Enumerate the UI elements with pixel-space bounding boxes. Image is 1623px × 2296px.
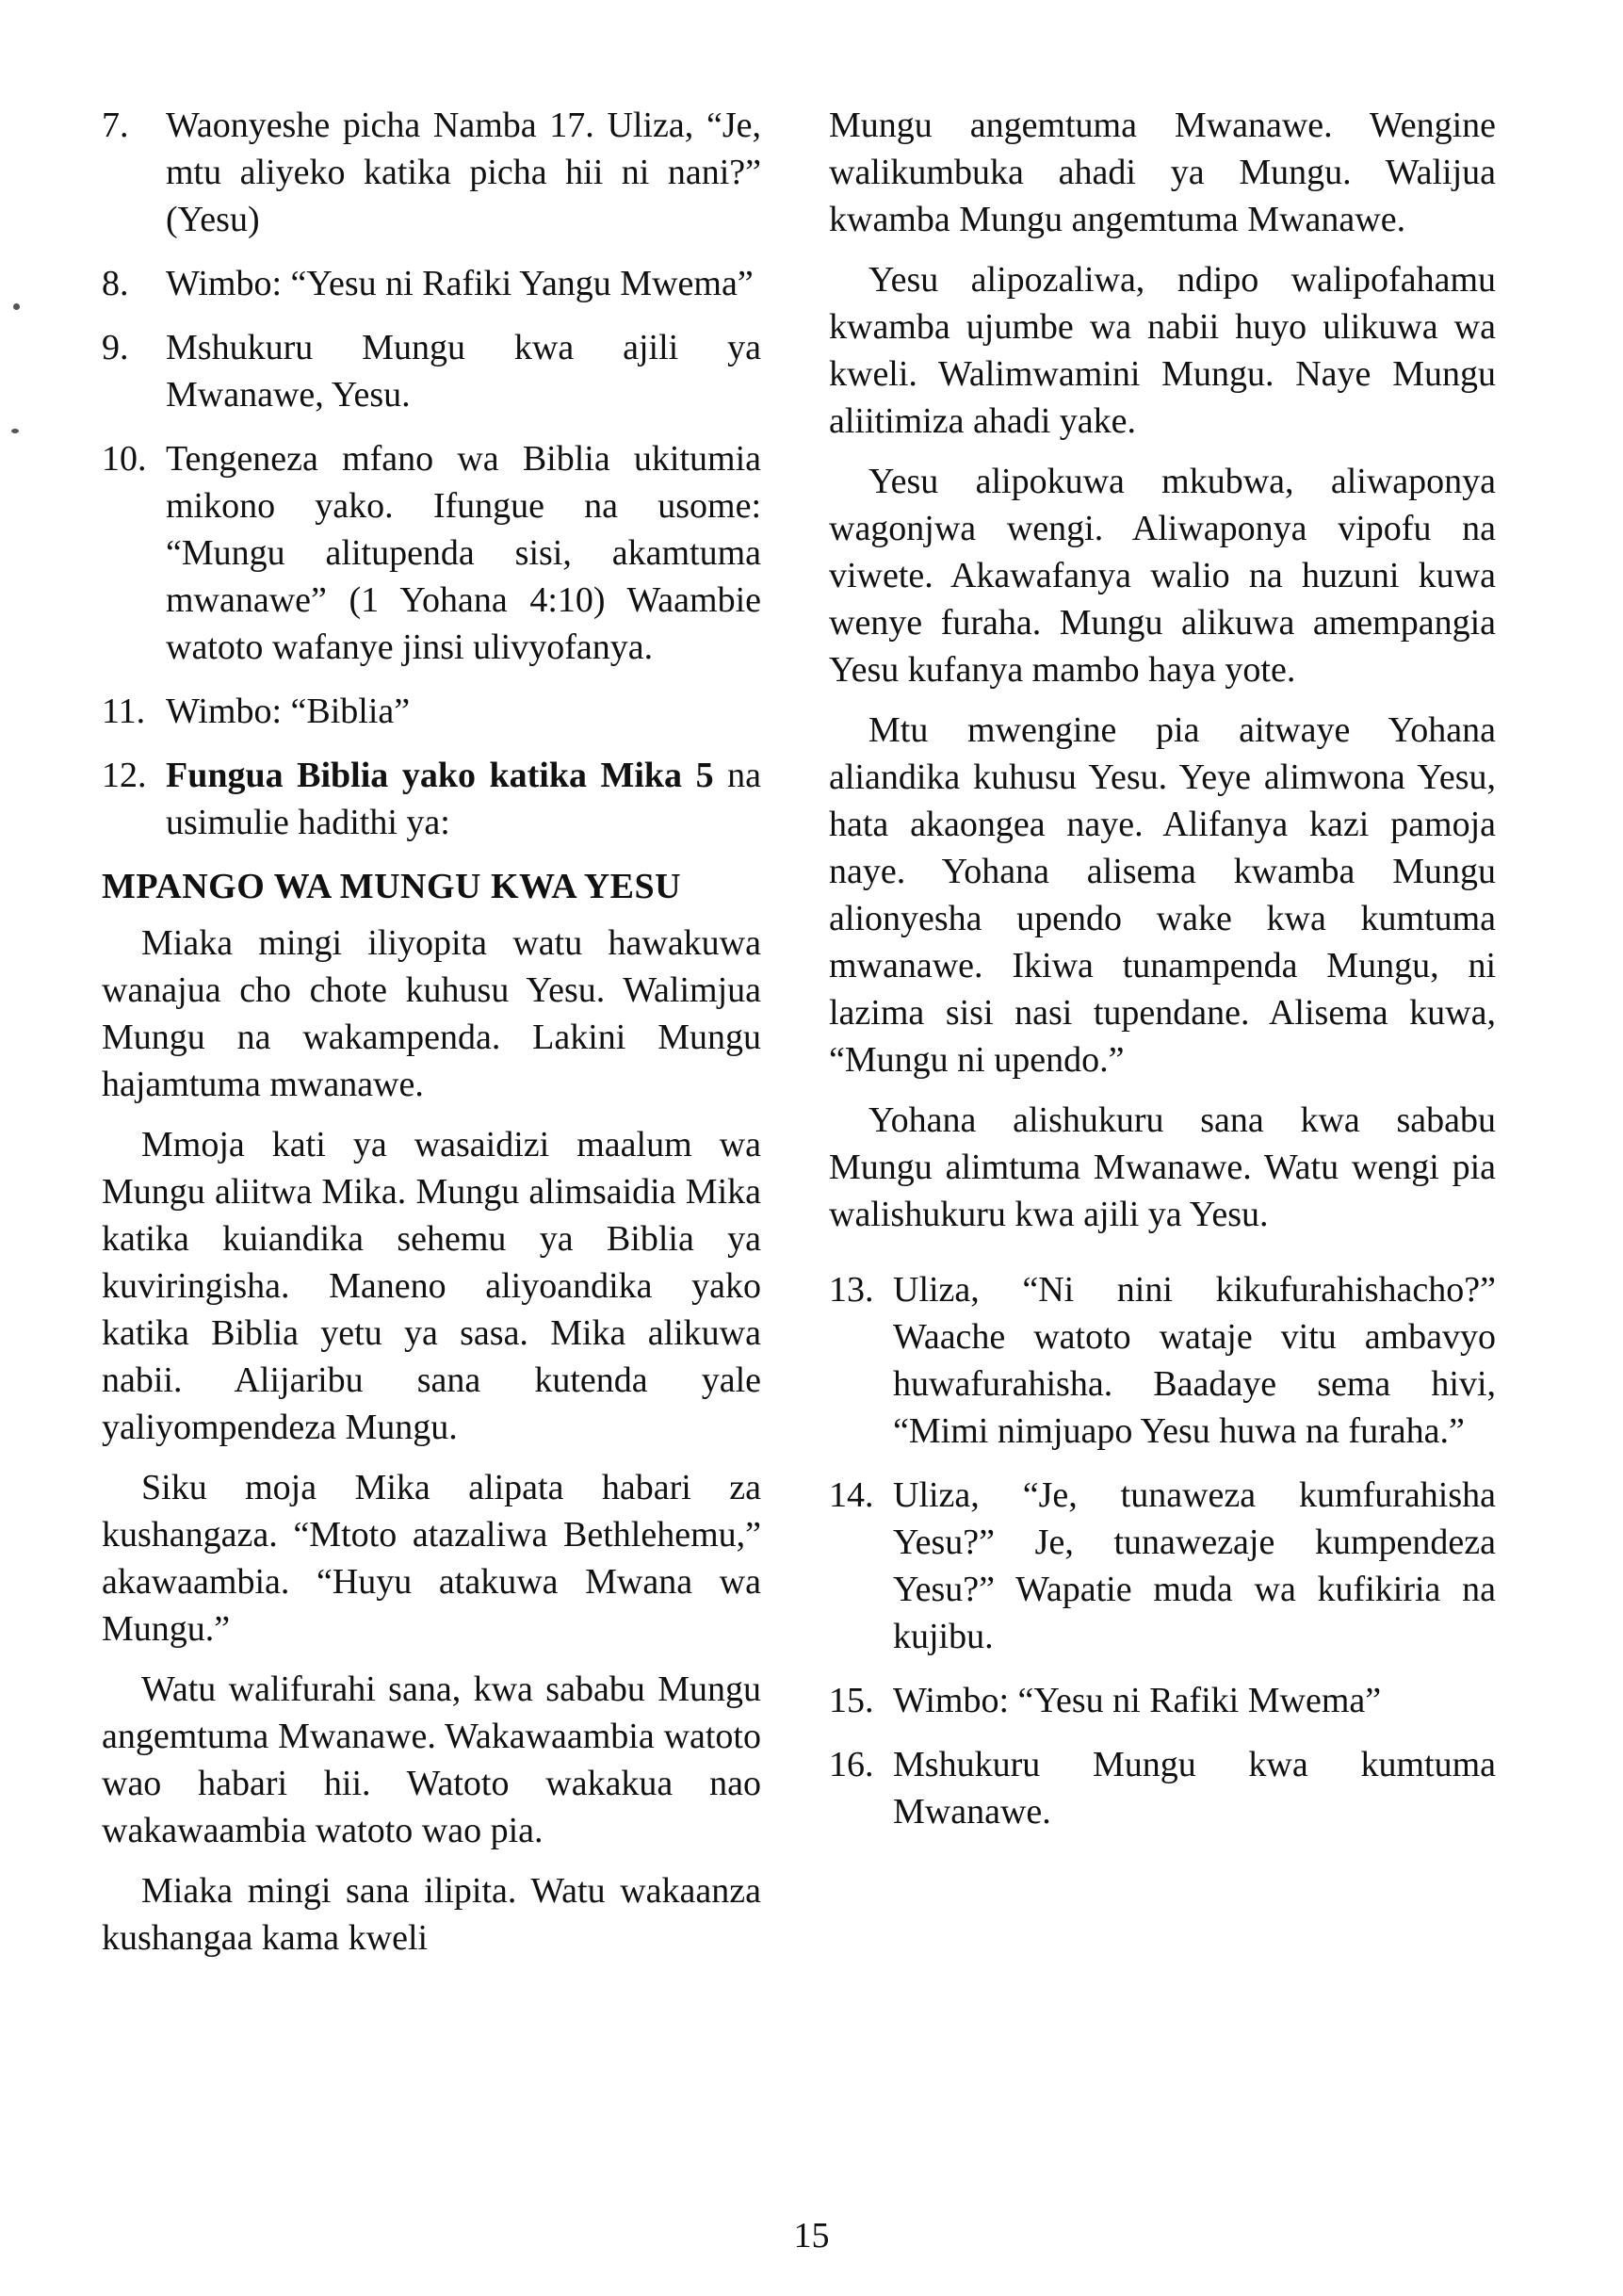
story-paragraph: Mtu mwengine pia aitwaye Yohana aliandika kuhusu Yesu. Yeye alimwona Yesu, hata akaongea naye. Alifanya kazi pamoja naye. Yohana alisema kwamba Mungu alionyesha upendo wake kwa kumtuma mwanawe. Ikiwa tunampenda Mungu, ni lazima sisi nasi tupendane. Alisema kuwa, “Mungu ni upendo.” <box>829 710 1496 1080</box>
item-number: 7. <box>102 106 129 145</box>
item-text: Tengeneza mfano wa Biblia ukitumia mikono yako. Ifungue na usome: “Mungu alitupenda sisi, akamtuma mwanawe” (1 Yohana 4:10) Waambie watoto wafanye jinsi ulivyofanya. <box>166 439 761 667</box>
item-text: Wimbo: “Yesu ni Rafiki Mwema” <box>893 1681 1382 1720</box>
list-item <box>102 688 761 735</box>
margin-speck <box>11 429 19 433</box>
item-number: 9. <box>102 328 129 367</box>
list-item <box>829 1472 1496 1660</box>
page-number: 15 <box>793 2216 830 2255</box>
story-paragraph: Yohana alishukuru sana kwa sababu Mungu alimtuma Mwanawe. Watu wengi pia walishukuru kwa ajili ya Yesu. <box>829 1100 1496 1234</box>
item-number: 12. <box>102 756 147 795</box>
list-item <box>102 102 761 243</box>
list-item <box>102 752 761 846</box>
list-item <box>829 1741 1496 1835</box>
story-paragraph: Watu walifurahi sana, kwa sababu Mungu angemtuma Mwanawe. Wakawaambia watoto wao habari hii. Watoto wakakua nao wakawaambia watoto wao pia. <box>102 1669 761 1850</box>
item-text: Uliza, “Ni nini kikufurahishacho?” Waache watoto wataje vitu ambavyo huwafurahisha. Baadaye sema hivi, “Mimi nimjuapo Yesu huwa na furaha.” <box>893 1270 1496 1451</box>
left-column <box>102 102 761 1975</box>
item-text <box>166 752 761 846</box>
story-paragraph: Miaka mingi sana ilipita. Watu wakaanza kushangaa kama kweli <box>102 1871 761 1958</box>
list-item <box>829 1266 1496 1455</box>
item-text: Wimbo: “Biblia” <box>166 692 411 731</box>
story-paragraph: Siku moja Mika alipata habari za kushangaza. “Mtoto atazaliwa Bethlehemu,” akawaambia. “Huyu atakuwa Mwana wa Mungu.” <box>102 1468 761 1649</box>
list-item <box>102 260 761 307</box>
story-paragraph: Yesu alipozaliwa, ndipo walipofahamu kwamba ujumbe wa nabii huyo ulikuwa wa kweli. Walimwamini Mungu. Naye Mungu aliitimiza ahadi yake. <box>829 260 1496 441</box>
list-item <box>102 435 761 671</box>
story-heading: MPANGO WA MUNGU KWA YESU <box>102 867 682 906</box>
item-text: Mshukuru Mungu kwa kumtuma Mwanawe. <box>893 1745 1496 1832</box>
story-paragraph: Miaka mingi iliyopita watu hawakuwa wanajua cho chote kuhusu Yesu. Walimjua Mungu na wakampenda. Lakini Mungu hajamtuma mwanawe. <box>102 923 761 1104</box>
item-number: 13. <box>829 1270 874 1310</box>
item-text: Wimbo: “Yesu ni Rafiki Yangu Mwema” <box>166 264 754 303</box>
item-number: 15. <box>829 1681 874 1720</box>
story-continuation: Mungu angemtuma Mwanawe. Wengine walikumbuka ahadi ya Mungu. Walijua kwamba Mungu angemtuma Mwanawe. <box>829 106 1496 239</box>
item-number: 10. <box>102 439 147 479</box>
item-number: 8. <box>102 264 129 303</box>
list-item <box>102 324 761 418</box>
story-paragraph: Yesu alipokuwa mkubwa, aliwaponya wagonjwa wengi. Aliwaponya vipofu na viwete. Akawafanya walio na huzuni kuwa wenye furaha. Mungu alikuwa amempangia Yesu kufanya mambo haya yote. <box>829 462 1496 690</box>
margin-speck <box>13 303 20 310</box>
item-number: 14. <box>829 1475 874 1515</box>
story-paragraph: Mmoja kati ya wasaidizi maalum wa Mungu aliitwa Mika. Mungu alimsaidia Mika katika kuiandika sehemu ya Biblia ya kuviringisha. Maneno aliyoandika yako katika Biblia yetu ya sasa. Mika alikuwa nabii. Alijaribu sana kutenda yale yaliyompendeza Mungu. <box>102 1125 761 1447</box>
bible-reference: Fungua Biblia yako katika Mika 5 <box>166 756 714 795</box>
item-continuation: na usimulie hadithi ya: <box>166 756 761 842</box>
item-text: Mshukuru Mungu kwa ajili ya Mwanawe, Yesu. <box>166 328 761 415</box>
right-column <box>829 102 1496 1852</box>
item-number: 11. <box>102 692 146 731</box>
item-text: Waonyeshe picha Namba 17. Uliza, “Je, mtu aliyeko katika picha hii ni nani?” (Yesu) <box>166 106 761 239</box>
item-number: 16. <box>829 1745 874 1784</box>
item-text: Uliza, “Je, tunaweza kumfurahisha Yesu?” Je, tunawezaje kumpendeza Yesu?” Wapatie muda wa kufikiria na kujibu. <box>893 1475 1496 1656</box>
list-item <box>829 1677 1496 1724</box>
